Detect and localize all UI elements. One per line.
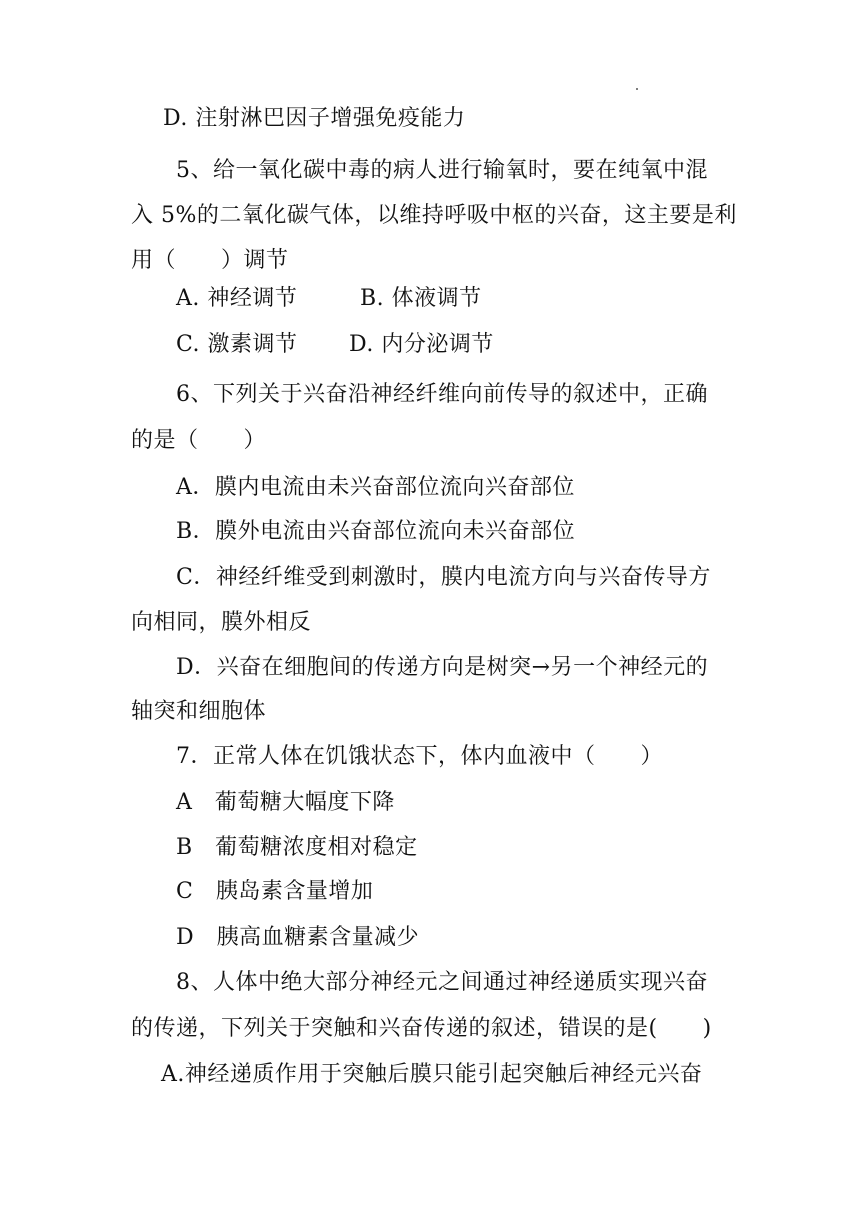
question-5-option-d: D. 内分泌调节	[349, 332, 494, 357]
question-6-stem-line-1: 6、下列关于兴奋沿神经纤维向前传导的叙述中，正确	[176, 382, 708, 407]
question-5-option-c: C. 激素调节	[176, 332, 298, 357]
question-6-option-d-line-1: D．兴奋在细胞间的传递方向是树突→另一个神经元的	[176, 655, 709, 680]
question-6-option-c-line-2: 向相同，膜外相反	[131, 610, 312, 635]
question-7-option-a: A 葡萄糖大幅度下降	[176, 790, 395, 815]
question-4-option-d: D. 注射淋巴因子增强免疫能力	[163, 106, 466, 131]
question-7-option-b: B 葡萄糖浓度相对稳定	[176, 835, 418, 860]
question-6-option-b: B．膜外电流由兴奋部位流向未兴奋部位	[176, 519, 576, 544]
page-dot-mark	[636, 88, 638, 90]
question-5-stem-line-3: 用（ ）调节	[131, 248, 289, 273]
question-7-option-d: D 胰高血糖素含量减少	[176, 925, 420, 950]
question-5-stem-line-1: 5、给一氧化碳中毒的病人进行输氧时，要在纯氧中混	[176, 158, 708, 183]
question-7-option-c: C 胰岛素含量增加	[176, 879, 374, 904]
question-6-option-a: A．膜内电流由未兴奋部位流向兴奋部位	[176, 475, 575, 500]
question-5-option-a: A. 神经调节	[176, 286, 298, 311]
question-8-option-a: A.神经递质作用于突触后膜只能引起突触后神经元兴奋	[161, 1062, 703, 1087]
question-6-option-c-line-1: C．神经纤维受到刺激时，膜内电流方向与兴奋传导方	[176, 565, 711, 590]
question-5-stem-line-2: 入 5%的二氧化碳气体，以维持呼吸中枢的兴奋，这主要是利	[131, 203, 737, 228]
question-6-option-d-line-2: 轴突和细胞体	[131, 699, 267, 724]
question-6-stem-line-2: 的是（ ）	[131, 428, 267, 453]
question-7-stem: 7．正常人体在饥饿状态下，体内血液中（ ）	[176, 744, 663, 769]
question-5-option-b: B. 体液调节	[360, 286, 482, 311]
question-8-stem-line-1: 8、人体中绝大部分神经元之间通过神经递质实现兴奋	[176, 970, 708, 995]
question-8-stem-line-2: 的传递，下列关于突触和兴奋传递的叙述，错误的是( )	[131, 1016, 712, 1041]
